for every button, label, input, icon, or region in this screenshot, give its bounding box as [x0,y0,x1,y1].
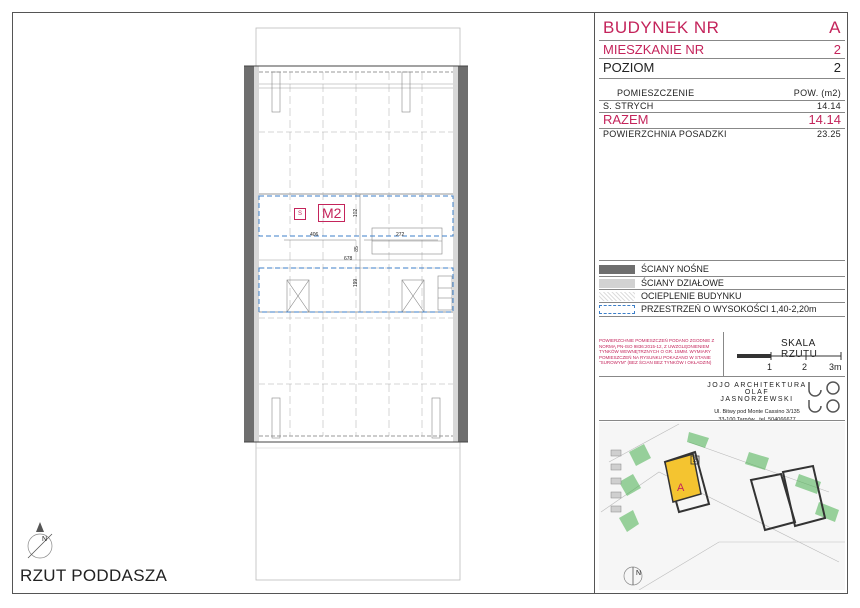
legend-insulation [599,291,742,301]
apartment-label: MIESZKANIE NR [603,42,705,57]
apartment-value: 2 [833,42,841,57]
room-number: S [294,208,306,220]
level-label: POZIOM [603,60,655,75]
firm-address-line1: Ul. Bitwy pod Monte Cassino 3/135 [714,409,800,415]
firm-name-line1: JOJO ARCHITEKTURA [707,382,807,389]
title-block [594,12,849,594]
dim-199: 199 [353,278,360,288]
legend-label: ŚCIANY NOŚNE [641,264,709,274]
room-name: S. STRYCH [603,101,654,111]
floor-area-value: 23.25 [816,129,841,139]
floor-area-row [603,129,841,139]
legend-label: ŚCIANY DZIAŁOWE [641,278,724,288]
dim-406: 406 [310,232,319,238]
legend-swatch-dashed [599,305,635,314]
firm-name-line2: OLAF JASNORZEWSKI [720,389,794,403]
firm-name [707,382,807,403]
legend-swatch-solid [599,265,635,274]
room-row [603,101,841,111]
legend-bearing-walls [599,264,709,274]
dim-102: 102 [353,208,360,218]
area-norm-note: POWIERZCHNIE POMIESZCZEŃ PODANO ZGODNIE Z NORMĄ PN-ISO 9836:2015-12, Z UWZGLĘDNIENIEM TYNKÓW WEWNĘTRZNYCH O GR. 15MM. WYMIARY POMIESZCZEŃ NA RYSUNKU POKAZANO W STANIE "SUROWYM" (BEZ ŚCIAN BEZ TYNKÓW I OKŁADZIN) [599,338,715,365]
area-header: POW. (m2) [793,88,841,98]
drawing-title: RZUT PODDASZA [20,566,168,585]
room-area: 14.14 [816,101,841,111]
building-value: A [829,18,841,37]
total-label: RAZEM [603,112,649,127]
legend-swatch-light [599,279,635,288]
plan-north-label: N [42,536,48,543]
legend-partition-walls [599,278,724,288]
legend-low-height-zone [599,304,817,314]
building-row [603,18,841,38]
site-north-label: N [636,570,642,577]
dim-272: 272 [396,232,405,238]
level-value: 2 [833,60,841,75]
legend-label: PRZESTRZEŃ O WYSOKOŚCI 1,40-2,20m [641,304,817,314]
legend-label: OCIEPLENIE BUDYNKU [641,291,742,301]
legend-swatch-dots [599,292,635,301]
site-unit-number: 2 [693,458,697,464]
level-row [603,60,841,75]
room-table-header [603,88,841,98]
apartment-row [603,42,841,57]
jojo-logo [807,380,841,414]
building-label: BUDYNEK NR [603,18,720,37]
scale-tick-3m: 3m [829,362,842,372]
dim-85: 85 [353,246,360,252]
scale-tick-1: 1 [767,362,773,372]
total-value: 14.14 [808,112,841,127]
site-map [599,422,845,590]
scale-tick-2: 2 [802,362,808,372]
floor-area-label: POWIERZCHNIA POSADZKI [603,129,727,139]
site-building-tag: A [677,482,685,494]
north-arrow-icon [28,522,52,558]
scale-title: SKALA RZUTU [781,338,818,360]
total-row [603,112,841,127]
room-tag: M2 [318,204,345,222]
room-header: POMIESZCZENIE [617,88,695,98]
dim-678: 678 [344,256,353,262]
